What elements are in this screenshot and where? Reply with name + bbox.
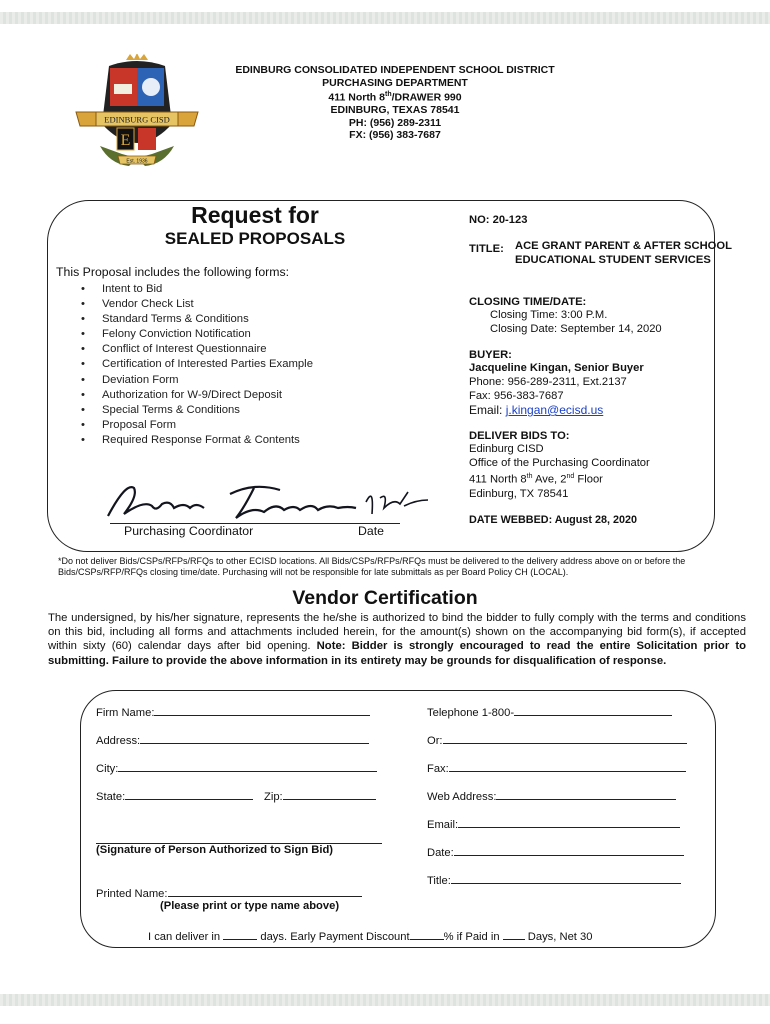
email-field[interactable]: Email: xyxy=(427,816,680,831)
solicitation-details xyxy=(469,214,739,526)
list-item: • Certification of Interested Parties Example xyxy=(56,357,313,372)
department-address: 411 North 8th/DRAWER 990 xyxy=(328,91,462,104)
department-city: EDINBURG, TEXAS 78541 xyxy=(330,104,460,116)
zip-field[interactable]: Zip: xyxy=(264,788,376,803)
request-title-line1: Request for xyxy=(191,202,319,228)
alt-phone-field[interactable]: Or: xyxy=(427,732,687,747)
buyer-phone: Phone: 956-289-2311, Ext.2137 xyxy=(469,376,627,388)
list-item: • Intent to Bid xyxy=(56,282,313,297)
buyer-email-row: Email: j.kingan@ecisd.us xyxy=(469,403,604,417)
closing-label: CLOSING TIME/DATE: xyxy=(469,296,587,308)
request-title xyxy=(150,202,360,250)
list-item: • Deviation Form xyxy=(56,373,313,388)
city-field[interactable]: City: xyxy=(96,760,377,775)
buyer-label: BUYER: xyxy=(469,349,512,361)
deliver-label: DELIVER BIDS TO: xyxy=(469,430,570,442)
deliver-line-2: Office of the Purchasing Coordinator xyxy=(469,457,650,469)
solicitation-title: TITLE: ACE GRANT PARENT & AFTER SCHOOL EDUCATIONAL STUDENT SERVICES xyxy=(469,239,739,283)
delivery-terms[interactable]: I can deliver in days. Early Payment Discount % if Paid in Days, Net 30 xyxy=(148,928,592,943)
deliver-line-4: Edinburg, TX 78541 xyxy=(469,487,569,500)
scan-edge-bottom xyxy=(0,994,770,1006)
request-title-line2: SEALED PROPOSALS xyxy=(164,229,346,248)
svg-text:E: E xyxy=(120,132,131,149)
solicitation-number: NO: 20-123 xyxy=(469,214,528,226)
department-name: PURCHASING DEPARTMENT xyxy=(322,76,468,89)
deliver-line-3: 411 North 8th Ave, 2nd Floor xyxy=(469,473,603,486)
vendor-paragraph-note: Note: Bidder is strongly encouraged to read the entire Solicitation prior to submitting. Failure to provide the above information in its entirety may be grounds for disqualification of response. xyxy=(48,640,746,667)
buyer-fax: Fax: 956-383-7687 xyxy=(469,390,564,402)
signature-date-label: Date xyxy=(358,524,384,538)
web-address-field[interactable]: Web Address: xyxy=(427,788,676,803)
forms-list xyxy=(56,282,313,448)
closing-date: Closing Date: September 14, 2020 xyxy=(490,323,662,335)
letterhead xyxy=(200,64,590,142)
list-item: • Proposal Form xyxy=(56,418,313,433)
signature-caption: (Signature of Person Authorized to Sign Bid) xyxy=(96,844,334,856)
logo-banner-text: EDINBURG CISD xyxy=(104,114,170,125)
closing-time: Closing Time: 3:00 P.M. xyxy=(490,309,608,321)
scan-edge-top xyxy=(0,12,770,24)
list-item: • Authorization for W-9/Direct Deposit xyxy=(56,388,313,403)
list-item: • Felony Conviction Notification xyxy=(56,327,313,342)
vendor-paragraph xyxy=(48,611,746,668)
deliver-line-1: Edinburg CISD xyxy=(469,443,544,455)
list-item: • Vendor Check List xyxy=(56,297,313,312)
fax-field[interactable]: Fax: xyxy=(427,760,686,775)
address-field[interactable]: Address: xyxy=(96,732,369,747)
list-item: • Special Terms & Conditions xyxy=(56,403,313,418)
buyer-email-link[interactable]: j.kingan@ecisd.us xyxy=(505,403,604,417)
signer-title: Purchasing Coordinator xyxy=(124,524,254,538)
solicitation-title-text: ACE GRANT PARENT & AFTER SCHOOL EDUCATIONAL STUDENT SERVICES xyxy=(515,240,732,266)
delivery-notice: *Do not deliver Bids/CSPs/RFPs/RFQs to other ECISD locations. All Bids/CSPs/RFPs/RFQs must be delivered to the delivery address above on or before the Bids/CSPs/RFP/RFQs closing time/date. Purchasing will not be responsible for late submittals as per Board Policy CH (LOCAL). xyxy=(58,556,686,577)
date-field[interactable]: Date: xyxy=(427,844,684,859)
telephone-field[interactable]: Telephone 1-800- xyxy=(427,704,672,719)
printed-name-field[interactable]: Printed Name: xyxy=(96,885,362,900)
district-logo xyxy=(74,54,200,174)
logo-est-text: Est. 1936 xyxy=(126,158,148,165)
vendor-heading: Vendor Certification xyxy=(292,587,478,609)
department-fax: FX: (956) 383-7687 xyxy=(349,129,441,141)
forms-intro: This Proposal includes the following forms: xyxy=(56,265,290,279)
department-phone: PH: (956) 289-2311 xyxy=(348,116,442,129)
printed-name-caption: (Please print or type name above) xyxy=(160,900,340,912)
list-item: • Required Response Format & Contents xyxy=(56,433,313,448)
firm-name-field[interactable]: Firm Name: xyxy=(96,704,370,719)
list-item: • Conflict of Interest Questionnaire xyxy=(56,342,313,357)
coordinator-signature xyxy=(104,478,434,524)
district-name: EDINBURG CONSOLIDATED INDEPENDENT SCHOOL DISTRICT xyxy=(235,64,555,76)
list-item: • Standard Terms & Conditions xyxy=(56,312,313,327)
state-field[interactable]: State: xyxy=(96,788,253,803)
buyer-name: Jacqueline Kingan, Senior Buyer xyxy=(469,362,644,374)
date-webbed: DATE WEBBED: August 28, 2020 xyxy=(469,513,637,526)
title-field[interactable]: Title: xyxy=(427,872,681,887)
vendor-paragraph-text: The undersigned, by his/her signature, represents the he/she is authorized to bind the bidder to fully comply with the terms and conditions on this bid, including all forms and attachments included herein, for the amount(s) shown on the accompanying bid form(s), if accepted within sixty (60) calendar days after bid opening. xyxy=(48,612,746,653)
